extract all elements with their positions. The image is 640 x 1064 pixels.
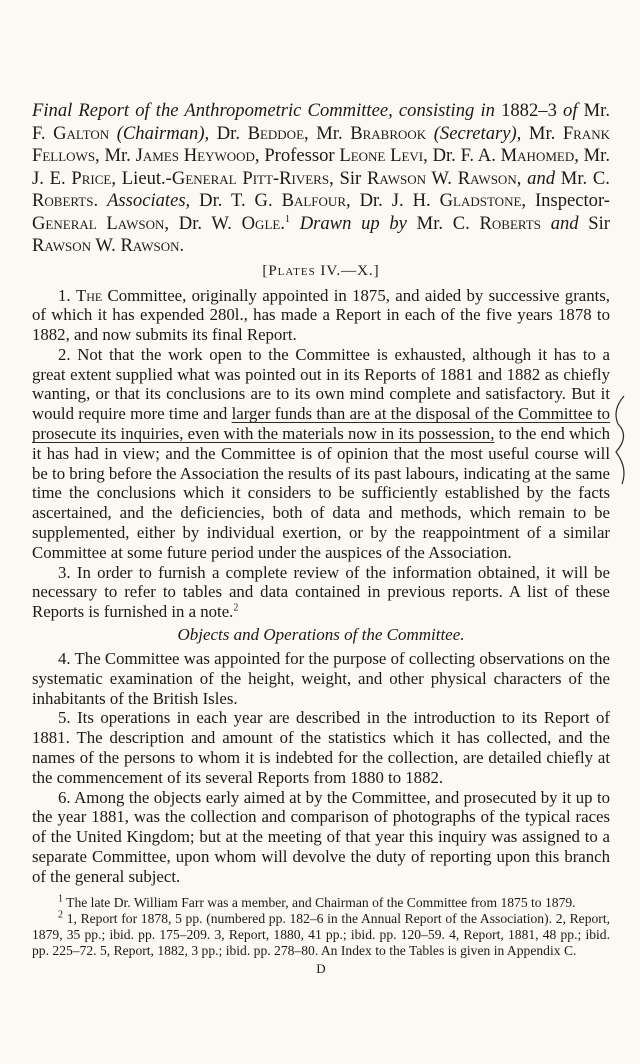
heading-text: Professor [264, 145, 335, 166]
heading-text: Mr. F. [32, 100, 610, 144]
heading-and: and [550, 212, 579, 234]
heading-text: Mr. [528, 122, 556, 144]
member-name: Beddoe, [247, 122, 309, 144]
heading-years: 1882–3 [501, 100, 557, 121]
member-name: Gladstone, [439, 190, 527, 211]
heading-text: Mr. [316, 122, 343, 144]
bracket-stroke [616, 396, 624, 484]
paragraph-text: 2. Not that the work open to the Committee is exhausted, although it has to a great extent supplied what was pointed out in its Reports of 1881 and 1882 as chiefly wanting, or that its conclusions are to its own mind complete and satisfactory. But it would require more time and [32, 344, 610, 424]
heading-text: Mr. J. E. [32, 145, 610, 189]
heading-text: Lieut.- [121, 167, 172, 189]
report-heading [32, 100, 610, 258]
member-name: Roberts [479, 212, 541, 234]
heading-title-text: Final Report of the Anthropometric Committee, consisting in [32, 100, 495, 121]
paragraph-4: 4. The Committee was appointed for the purpose of collecting observations on the systematic examination of the height, weight, and other physical characters of the inhabitants of the British Isles. [32, 649, 610, 708]
footnote-2 [32, 911, 610, 959]
member-name: Frank Fellows, [32, 122, 611, 166]
heading-text: W. [431, 167, 452, 189]
heading-text: Sir [339, 167, 362, 189]
member-title: General [32, 212, 97, 234]
paragraph-1 [32, 286, 610, 345]
heading-text: W. [95, 235, 116, 256]
paragraph-lead-word: The [75, 285, 103, 305]
paragraph-text: to the end which it has had in view; and the Committee is of opinion that the most useful course will be to bring before the Association the results of its past labours, indicating at the same time the conclusions which it considers to be sufficiently established by the facts ascertained, and the deficiencies, both of data and methods, which remain to be supplemented, either by individual exertion, or by the reappointment of a similar Committee at some future period under the auspices of the Association. [32, 424, 610, 562]
member-name: Lawson, [106, 212, 170, 234]
heading-text: Dr. F. A. [432, 145, 496, 166]
associates-label: Associates, [107, 190, 191, 211]
member-name: Galton [53, 122, 110, 144]
footnote-text: 1, Report for 1878, 5 pp. (numbered pp. 182–6 in the Annual Report of the Association). 2, Report, 1879, 35 pp.; ibid. pp. 175–209. 3, Report, 1880, 41 pp.; ibid. pp. 120–59. 4, Report, 1881, 48 pp.; ibid. pp. 225–72. 5, Report, 1882, 3 pp.; ibid. pp. 278–80. An Index to the Tables is given in Appendix C. [32, 910, 610, 958]
member-name: Brabrook [350, 122, 427, 144]
chairman-label: (Chairman), [116, 122, 210, 144]
report-page [32, 100, 610, 977]
paragraph-2 [32, 345, 610, 563]
member-name: Roberts. [32, 190, 99, 211]
member-name: Balfour, [281, 190, 351, 211]
paragraph-number: 1. [58, 285, 76, 305]
member-name: Rawson [366, 167, 426, 189]
member-name: James Heywood, [135, 145, 260, 166]
member-title: General [171, 167, 237, 189]
heading-text: Mr. [104, 145, 131, 166]
plates-note: [Plates IV.—X.] [262, 262, 380, 279]
member-name: Ogle. [241, 212, 285, 234]
member-name: Pitt-Rivers, [242, 167, 334, 189]
heading-text: Inspector- [534, 190, 610, 211]
heading-text: Dr. [216, 122, 240, 144]
member-name: Leone Levi, [339, 145, 428, 166]
secretary-label: (Secretary), [433, 122, 522, 144]
member-name: Rawson, [457, 167, 522, 189]
heading-and: and [527, 167, 556, 189]
footnote-mark: 2 [58, 909, 63, 921]
member-name: Mahomed, [500, 145, 579, 166]
paragraph-text: 3. In order to furnish a complete review of the information obtained, it will be necessary to refer to tables and data contained in previous reports. A list of these Reports is furnished in a note. [32, 562, 610, 622]
member-name: Rawson [32, 235, 92, 256]
paragraph-5: 5. Its operations in each year are described in the introduction to its Report of 1881. The description and amount of the statistics which it has collected, and the names of the persons to whom it is indebted for the collection, are detailed chiefly at the commencement of its several Reports from 1880 to 1882. [32, 708, 610, 787]
heading-text: Mr. C. [416, 212, 470, 234]
footnote-ref[interactable]: 2 [233, 602, 239, 614]
heading-text: Dr. T. G. [199, 190, 273, 211]
drawn-up-label: Drawn up by [299, 212, 407, 234]
heading-text: Dr. J. H. [359, 190, 431, 211]
paragraph-3 [32, 563, 610, 622]
footnote-text: The late Dr. William Farr was a member, and Chairman of the Committee from 1875 to 1879. [63, 894, 576, 910]
heading-text: Sir [588, 212, 610, 234]
paragraph-6: 6. Among the objects early aimed at by the Committee, and prosecuted by it up to the year 1881, was the collection and comparison of photographs of the typical races of the United Kingdom; but at the meeting of that year this inquiry was assigned to a separate Committee, upon whom will devolve the duty of reporting upon this branch of the general subject. [32, 787, 610, 886]
paragraph-text: Committee, originally appointed in 1875, and aided by successive grants, of which it has expended 280l., has made a Report in each of the five years 1878 to 1882, and now submits its final Report. [32, 285, 611, 345]
heading-text: Dr. W. [178, 212, 232, 234]
footnote-mark: 1 [58, 893, 63, 905]
signature-mark: D [316, 960, 326, 976]
member-name: Rawson. [120, 235, 185, 256]
handwritten-underline: larger funds than are at the disposal of the Committee to prosecute its inquiries, even with the materials now in its possession, [32, 404, 611, 444]
footnotes [32, 895, 610, 959]
member-name: Price, [71, 167, 117, 189]
section-title: Objects and Operations of the Committee. [177, 625, 465, 645]
heading-text: Mr. C. [560, 167, 610, 189]
footnote-1 [32, 895, 610, 911]
footnote-ref[interactable]: 1 [284, 213, 290, 225]
heading-of: of [563, 100, 578, 121]
